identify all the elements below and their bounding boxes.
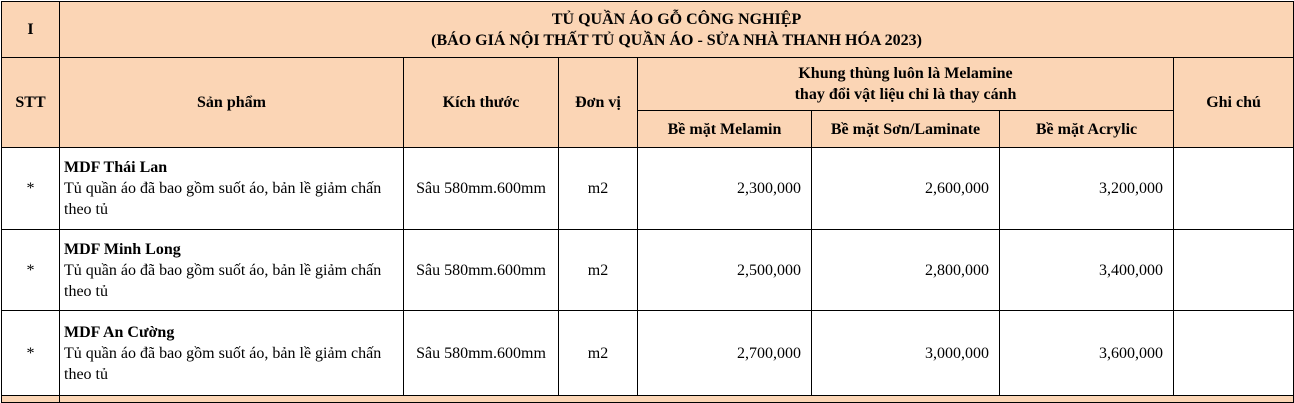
row-price-acrylic: 3,200,000 — [1000, 148, 1174, 230]
header-size: Kích thước — [404, 58, 559, 148]
row-price-acrylic: 3,400,000 — [1000, 230, 1174, 311]
row-size: Sâu 580mm.600mm — [404, 311, 559, 396]
header-acrylic: Bề mặt Acrylic — [1000, 111, 1174, 148]
row-stt: * — [2, 230, 60, 311]
product-name: MDF An Cường — [64, 323, 175, 341]
strip-cell — [60, 396, 1294, 403]
product-desc: Tủ quần áo đã bao gồm suốt áo, bản lề giảm chấn theo tủ — [64, 344, 382, 383]
section-subtitle: (BÁO GIÁ NỘI THẤT TỦ QUẦN ÁO - SỬA NHÀ THANH HÓA 2023) — [431, 31, 922, 49]
table-row — [2, 148, 1294, 230]
table-row — [2, 311, 1294, 396]
row-unit: m2 — [559, 148, 638, 230]
header-note: Ghi chú — [1174, 58, 1294, 148]
product-name: MDF Minh Long — [64, 240, 181, 258]
product-desc: Tủ quần áo đã bao gồm suốt áo, bản lề giảm chấn theo tủ — [64, 180, 382, 218]
section-title: TỦ QUẦN ÁO GỖ CÔNG NGHIỆP — [551, 10, 802, 28]
header-group — [638, 58, 1174, 111]
header-product: Sản phẩm — [60, 58, 404, 148]
product-name: MDF Thái Lan — [64, 159, 168, 176]
header-melamin: Bề mặt Melamin — [638, 111, 812, 148]
strip-cell — [2, 396, 60, 403]
row-note — [1174, 230, 1294, 311]
row-price-son-laminate: 2,600,000 — [812, 148, 1000, 230]
row-product — [60, 311, 404, 396]
row-product — [60, 230, 404, 311]
row-size: Sâu 580mm.600mm — [404, 230, 559, 311]
row-price-son-laminate: 2,800,000 — [812, 230, 1000, 311]
row-stt: * — [2, 148, 60, 230]
header-row-1 — [2, 58, 1294, 111]
header-group-line2: thay đổi vật liệu chỉ là thay cánh — [794, 86, 1017, 103]
row-price-son-laminate: 3,000,000 — [812, 311, 1000, 396]
table-row — [2, 230, 1294, 311]
section-title-row — [2, 2, 1294, 58]
row-price-melamin: 2,500,000 — [638, 230, 812, 311]
row-unit: m2 — [559, 311, 638, 396]
row-stt: * — [2, 311, 60, 396]
row-unit: m2 — [559, 230, 638, 311]
row-size: Sâu 580mm.600mm — [404, 148, 559, 230]
row-price-melamin: 2,300,000 — [638, 148, 812, 230]
row-price-melamin: 2,700,000 — [638, 311, 812, 396]
row-product — [60, 148, 404, 230]
row-note — [1174, 148, 1294, 230]
price-table — [1, 1, 1294, 403]
product-desc: Tủ quần áo đã bao gồm suốt áo, bản lề giảm chấn theo tủ — [64, 261, 382, 300]
header-unit: Đơn vị — [559, 58, 638, 148]
next-section-strip — [2, 396, 1294, 403]
section-title-cell — [60, 2, 1294, 58]
row-price-acrylic: 3,600,000 — [1000, 311, 1174, 396]
row-note — [1174, 311, 1294, 396]
section-index-cell: I — [2, 2, 60, 58]
header-stt: STT — [2, 58, 60, 148]
header-group-line1: Khung thùng luôn là Melamine — [798, 65, 1013, 82]
header-son-laminate: Bề mặt Sơn/Laminate — [812, 111, 1000, 148]
